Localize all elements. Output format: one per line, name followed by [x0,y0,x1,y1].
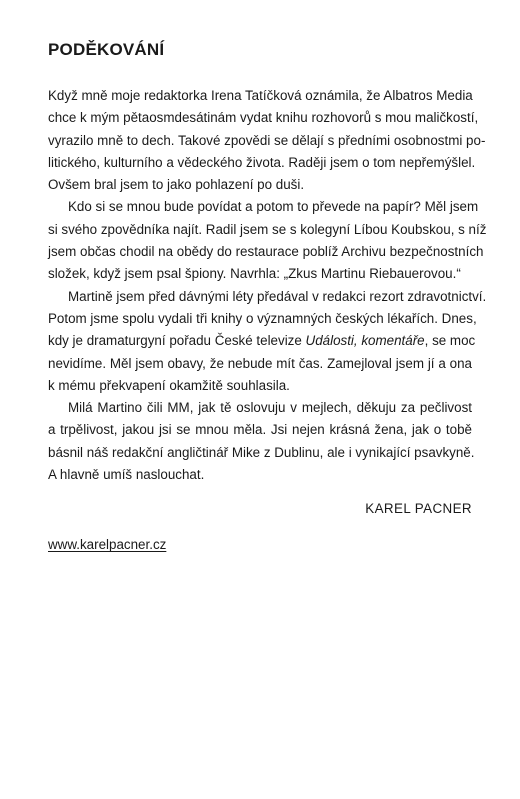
paragraph-4 [48,397,475,486]
text-line: složek, když jsem psal špiony. Navrhla: „Zkus Martinu Riebauerovou.“ [48,266,461,282]
text-line: Když mně moje redaktorka Irena Tatíčková oznámila, že Albatros Media [48,88,473,103]
text-line: vyrazilo mně to dech. Takové zpovědi se dělají s předními osobnostmi po- [48,132,486,148]
text-line: básnil náš redakční angličtinář Mike z Dublinu, ale i vynikající psavkyně. [48,444,475,460]
text-line: k mému překvapení okamžitě souhlasila. [48,377,290,393]
text-line: litického, kulturního a vědeckého života. Raději jsem o tom nepřemýšlel. [48,154,476,170]
page-title: PODĚKOVÁNÍ [48,40,165,59]
text-fragment: kdy je dramaturgyní pořadu České televize [48,333,306,349]
text-line [48,330,476,352]
text-line: Ovšem bral jsem to jako pohlazení po duši. [48,177,305,193]
paragraph-3 [48,286,487,397]
text-line: jsem občas chodil na obědy do restaurace poblíž Archivu bezpečnostních [48,244,484,260]
text-fragment: , se moc [424,333,476,349]
text-line: si svého zpovědníka najít. Radil jsem se s kolegyní Líbou Koubskou, s níž [48,221,487,237]
text-line: Potom jsme spolu vydali tři knihy o významných českých lékařích. Dnes, [48,310,477,326]
text-line: nevidíme. Měl jsem obavy, že nebude mít čas. Zamejloval jsem jí a ona [48,355,472,371]
text-line: Milá Martino čili MM, jak tě oslovuju v mejlech, děkuju za pečlivost [68,400,472,416]
author-signature: KAREL PACNER [365,501,472,517]
page [48,30,487,554]
text-line: Martině jsem před dávnými léty předával v redakci rezort zdravotnictví. [68,288,487,304]
text-line: Kdo si se mnou bude povídat a potom to převede na papír? Měl jsem [68,199,479,215]
paragraph-2 [48,196,487,285]
text-line: a trpělivost, jakou jsi se mnou měla. Jsi nejen krásná žena, jak o tobě [48,422,472,438]
text-line: chce k mým pětaosmdesátinám vydat knihu rozhovorů s mou maličkostí, [48,110,479,126]
paragraph-1 [48,85,486,196]
text-line: A hlavně umíš naslouchat. [48,467,205,483]
website-link[interactable]: www.karelpacner.cz [48,537,167,553]
program-title: Události, komentáře [305,333,425,349]
